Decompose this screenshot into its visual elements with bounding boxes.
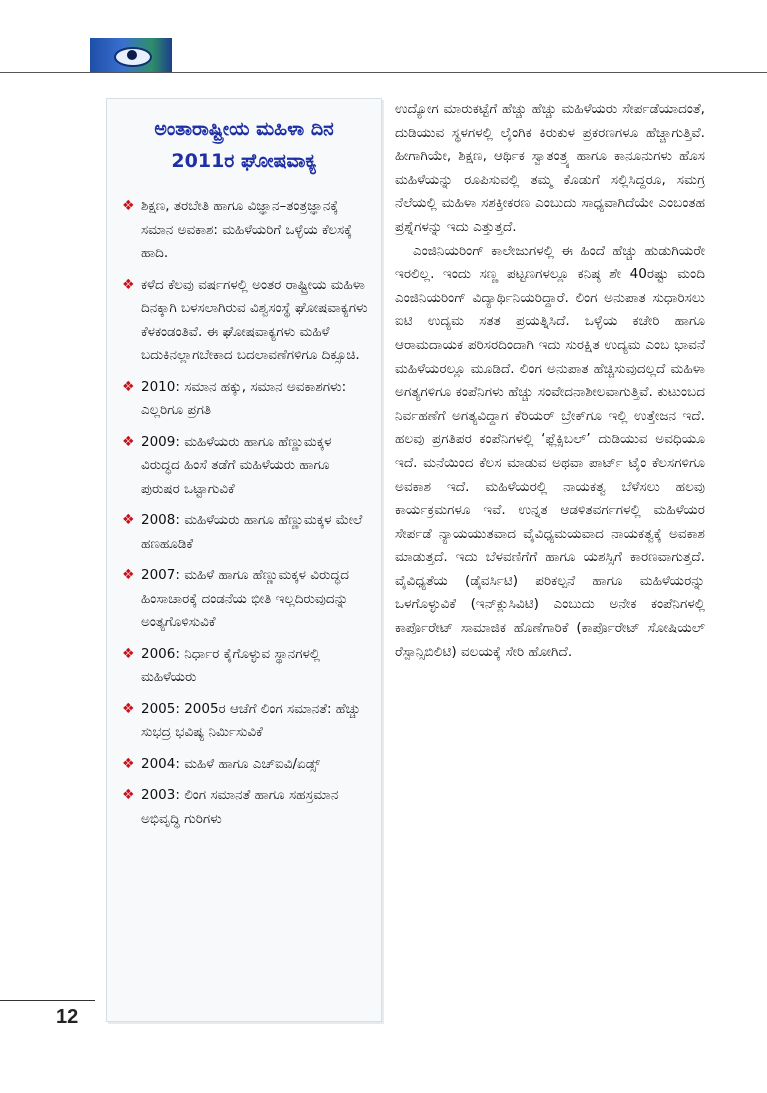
list-item-text: 2007: ಮಹಿಳೆ ಹಾಗೂ ಹೆಣ್ಣುಮಕ್ಕಳ ವಿರುದ್ಧದ ಹಿಂಸಾಚಾರಕ್ಕೆ ದಂಡನೆಯ ಭೀತಿ ಇಲ್ಲದಿರುವುದನ್ನು ಅಂತ್ಯಗೊಳಿಸುವಿಕೆ [141,567,349,630]
list-item-text: ಕಳೆದ ಕೆಲವು ವರ್ಷಗಳಲ್ಲಿ ಅಂತರ ರಾಷ್ಟ್ರೀಯ ಮಹಿಳಾ ದಿನಕ್ಕಾಗಿ ಬಳಸಲಾಗಿರುವ ವಿಶ್ವಸಂಸ್ಥೆ ಘೋಷವಾಕ್ಯಗಳು ಕೆಳಕಂಡಂತಿವೆ. ಈ ಘೋಷವಾಕ್ಯಗಳು ಮಹಿಳೆ ಬದುಕಿನಲ್ಲಾಗಬೇಕಾದ ಬದಲಾವಣೆಗಳಿಗೂ ದಿಕ್ಸೂಚಿ. [141,276,368,363]
list-item [119,564,369,635]
list-item-text: 2008: ಮಹಿಳೆಯರು ಹಾಗೂ ಹೆಣ್ಣುಮಕ್ಕಳ ಮೇಲೆ ಹಣಹೂಡಿಕೆ [141,512,363,552]
list-item-text: 2003: ಲಿಂಗ ಸಮಾನತೆ ಹಾಗೂ ಸಹಸ್ರಮಾನ ಅಭಿವೃದ್ಧಿ ಗುರಿಗಳು [141,787,339,827]
bullet-diamond-icon: ❖ [122,755,135,772]
bullet-diamond-icon: ❖ [122,787,135,803]
bullet-diamond-icon: ❖ [122,276,135,293]
list-item-text: 2006: ನಿರ್ಧಾರ ಕೈಗೊಳ್ಳುವ ಸ್ಥಾನಗಳಲ್ಲಿ ಮಹಿಳೆಯರು [141,645,321,685]
list-item [119,431,369,502]
sidebar-title-line2: 2011ರ ಘೋಷವಾಕ್ಯ [171,150,317,172]
bullet-diamond-icon: ❖ [122,700,135,717]
article-body [395,98,705,664]
bullet-diamond-icon: ❖ [122,198,135,214]
list-item [119,784,369,831]
list-item [119,274,369,368]
header-rule [0,72,767,73]
list-item [119,195,369,266]
slogans-sidebar [106,98,382,1022]
bullet-diamond-icon: ❖ [122,433,135,450]
page-number: 12 [56,1006,79,1028]
bullet-diamond-icon: ❖ [122,567,135,583]
body-paragraph: ಉದ್ಯೋಗ ಮಾರುಕಟ್ಟೆಗೆ ಹೆಚ್ಚು ಹೆಚ್ಚು ಮಹಿಳೆಯರು ಸೇರ್ಪಡೆಯಾದಂತೆ, ದುಡಿಯುವ ಸ್ಥಳಗಳಲ್ಲಿ ಲೈಂಗಿಕ ಕಿರುಕುಳ ಪ್ರಕರಣಗಳೂ ಹೆಚ್ಚಾಗುತ್ತಿವೆ. ಹೀಗಾಗಿಯೇ, ಶಿಕ್ಷಣ, ಆರ್ಥಿಕ ಸ್ವಾತಂತ್ರ್ಯ ಹಾಗೂ ಕಾನೂನುಗಳು ಹೊಸ ಮಹಿಳೆಯನ್ನು ರೂಪಿಸುವಲ್ಲಿ ತಮ್ಮ ಕೊಡುಗೆ ಸಲ್ಲಿಸಿದ್ದರೂ, ಸಮಗ್ರ ನೆಲೆಯಲ್ಲಿ ಮಹಿಳಾ ಸಶಕ್ತೀಕರಣ ಎಂಬುದು ಸಾಧ್ಯವಾಗಿದೆಯೇ ಎಂಬಂತಹ ಪ್ರಶ್ನೆಗಳನ್ನು ಇದು ಎತ್ತುತ್ತದೆ. [395,101,705,235]
bullet-diamond-icon: ❖ [122,378,135,395]
eye-pupil [127,50,137,60]
body-paragraph: ಎಂಜಿನಿಯರಿಂಗ್ ಕಾಲೇಜುಗಳಲ್ಲಿ ಈ ಹಿಂದೆ ಹೆಚ್ಚು ಹುಡುಗಿಯರೇ ಇರಲಿಲ್ಲ. ಇಂದು ಸಣ್ಣ ಪಟ್ಟಣಗಳಲ್ಲೂ ಕನಿಷ್ಠ ಶೇ 40ರಷ್ಟು ಮಂದಿ ಎಂಜಿನಿಯರಿಂಗ್ ವಿದ್ಯಾರ್ಥಿನಿಯರಿದ್ದಾರೆ. ಲಿಂಗ ಅನುಪಾತ ಸುಧಾರಿಸಲು ಐಟಿ ಉದ್ಯಮ ಸತತ ಪ್ರಯತ್ನಿಸಿದೆ. ಒಳ್ಳೆಯ ಕಚೇರಿ ಹಾಗೂ ಆರಾಮದಾಯಕ ಪರಿಸರದಿಂದಾಗಿ ಇದು ಸುರಕ್ಷಿತ ಉದ್ಯಮ ಎಂಬ ಭಾವನೆ ಮಹಿಳೆಯರಲ್ಲೂ ಮೂಡಿದೆ. ಲಿಂಗ ಅನುಪಾತ ಹೆಚ್ಚಿಸುವುದಲ್ಲದೆ ಮಹಿಳಾ ಅಗತ್ಯಗಳಿಗೂ ಕಂಪೆನಿಗಳು ಹೆಚ್ಚು ಸಂವೇದನಾಶೀಲವಾಗುತ್ತಿವೆ. ಕುಟುಂಬದ ನಿರ್ವಹಣೆಗೆ ಅಗತ್ಯವಿದ್ದಾಗ ಕೆರಿಯರ್ ಬ್ರೇಕ್‌ಗೂ ಇಲ್ಲಿ ಉತ್ತೇಜನ ಇದೆ. ಹಲವು ಪ್ರಗತಿಪರ ಕಂಪೆನಿಗಳಲ್ಲಿ ‘ಫ್ಲೆಕ್ಸಿಬಲ್’ ದುಡಿಯುವ ಅವಧಿಯೂ ಇದೆ. ಮನೆಯಿಂದ ಕೆಲಸ ಮಾಡುವ ಅಥವಾ ಪಾರ್ಟ್ ಟೈಂ ಕೆಲಸಗಳಿಗೂ ಅವಕಾಶ ಇದೆ. ಮಹಿಳೆಯರಲ್ಲಿ ನಾಯಕತ್ವ ಬೆಳೆಸಲು ಹಲವು ಕಾರ್ಯಕ್ರಮಗಳೂ ಇವೆ. ಉನ್ನತ ಆಡಳಿತವರ್ಗಗಳಲ್ಲಿ ಮಹಿಳೆಯರ ಸೇರ್ಪಡೆ ನ್ಯಾಯಯುತವಾದ ವೈವಿಧ್ಯಮಯವಾದ ನಾಯಕತ್ವಕ್ಕೆ ಅವಕಾಶ ಮಾಡುತ್ತದೆ. ಇದು ಬೆಳವಣಿಗೆಗೆ ಹಾಗೂ ಯಶಸ್ಸಿಗೆ ಕಾರಣವಾಗುತ್ತದೆ. ವೈವಿಧ್ಯತೆಯ (ಡೈವರ್ಸಿಟಿ) ಪರಿಕಲ್ಪನೆ ಹಾಗೂ ಮಹಿಳೆಯರನ್ನು ಒಳಗೊಳ್ಳುವಿಕೆ (ಇನ್‌ಕ್ಲುಸಿವಿಟಿ) ಎಂಬುದು ಅನೇಕ ಕಂಪೆನಿಗಳಲ್ಲಿ ಕಾರ್ಪೊರೇಟ್ ಸಾಮಾಜಿಕ ಹೊಣೆಗಾರಿಕೆ (ಕಾರ್ಪೊರೇಟ್ ಸೋಷಿಯಲ್ ರೆಸ್ಪಾನ್ಸಿಬಿಲಿಟಿ) ವಲಯಕ್ಕೆ ಸೇರಿ ಹೋಗಿದೆ. [395,242,705,660]
list-item [119,753,369,777]
list-item-text: 2010: ಸಮಾನ ಹಕ್ಕು, ಸಮಾನ ಅವಕಾಶಗಳು: ಎಲ್ಲರಿಗೂ ಪ್ರಗತಿ [141,378,347,418]
list-item [119,698,369,745]
slogan-list [119,195,369,831]
list-item-text: ಶಿಕ್ಷಣ, ತರಬೇತಿ ಹಾಗೂ ವಿಜ್ಞಾನ–ತಂತ್ರಜ್ಞಾನಕ್ಕೆ ಸಮಾನ ಅವಕಾಶ: ಮಹಿಳೆಯರಿಗೆ ಒಳ್ಳೆಯ ಕೆಲಸಕ್ಕೆ ಹಾದಿ. [141,198,353,261]
bullet-diamond-icon: ❖ [122,512,135,528]
eye-artwork-icon [90,38,172,72]
bullet-diamond-icon: ❖ [122,645,135,662]
list-item [119,509,369,556]
list-item-text: 2005: 2005ರ ಆಚೆಗೆ ಲಿಂಗ ಸಮಾನತೆ: ಹೆಚ್ಚು ಸುಭದ್ರ ಭವಿಷ್ಯ ನಿರ್ಮಿಸುವಿಕೆ [141,700,361,740]
list-item-text: 2009: ಮಹಿಳೆಯರು ಹಾಗೂ ಹೆಣ್ಣುಮಕ್ಕಳ ವಿರುದ್ಧದ ಹಿಂಸೆ ತಡೆಗೆ ಮಹಿಳೆಯರು ಹಾಗೂ ಪುರುಷರ ಒಟ್ಟಾಗುವಿಕೆ [141,433,332,497]
list-item-text: 2004: ಮಹಿಳೆ ಹಾಗೂ ಎಚ್‌ಐವಿ/ಏಡ್ಸ್ [141,755,321,772]
list-item [119,643,369,690]
footer-rule [0,1000,95,1001]
sidebar-title-line1: ಅಂತಾರಾಷ್ಟ್ರೀಯ ಮಹಿಳಾ ದಿನ [154,118,334,140]
list-item [119,376,369,423]
